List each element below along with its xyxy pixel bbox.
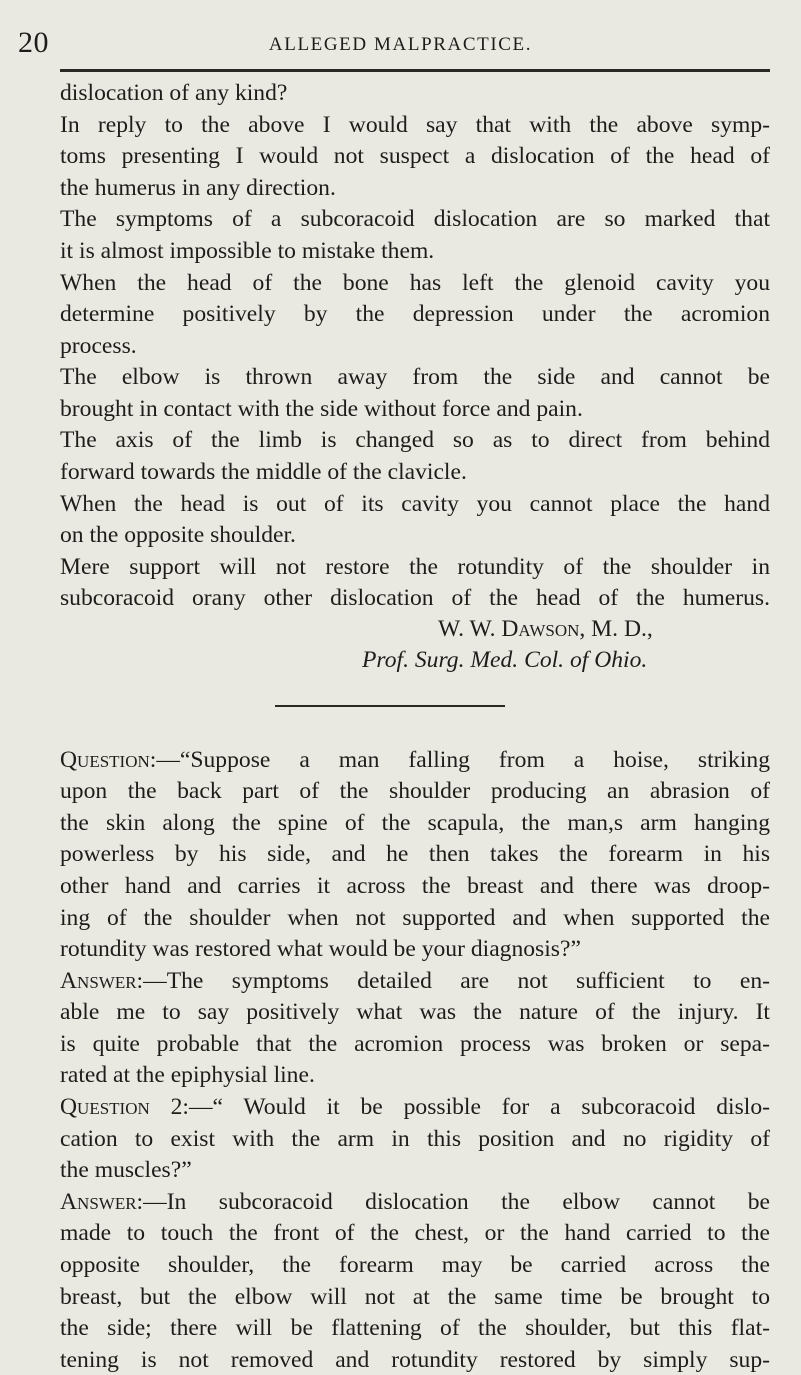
text-line: determine positively by the depression under the acromion [60,301,770,327]
text-line: The symptoms of a subcoracoid dislocation are so marked that [60,206,770,232]
text-line: ing of the shoulder when not supported and when supported the [60,905,770,931]
text-line: dislocation of any kind? [60,80,288,106]
page-number: 20 [18,26,49,59]
question-label: Question [60,747,150,773]
question-2-first-line: Question 2:—“ Would it be possible for a subcoracoid dislo- [60,1094,770,1120]
text-line: it is almost impossible to mistake them. [60,238,435,264]
text-line: Mere support will not restore the rotundity of the shoulder in [60,554,770,580]
answer-label: Answer [60,968,137,994]
answer-label: Answer [60,1189,137,1215]
text-line: opposite shoulder, the forearm may be carried across the [60,1252,770,1278]
text-line: rated at the epiphysial line. [60,1062,315,1088]
text-line: cation to exist with the arm in this position and no rigidity of [60,1126,770,1152]
text-line: the skin along the spine of the scapula, the man,s arm hanging [60,810,770,836]
text-line: on the opposite shoulder. [60,522,296,548]
text-line: The elbow is thrown away from the side and cannot be [60,364,770,390]
text-line: powerless by his side, and he then takes the forearm in his [60,841,770,867]
text-line: the muscles?” [60,1157,192,1183]
text-line: the humerus in any direction. [60,175,336,201]
text-line: able me to say positively what was the nature of the injury. It [60,999,770,1025]
signature-name: W. W. Dawson, M. D., [438,616,653,642]
text-line: In reply to the above I would say that with the above symp- [60,112,770,138]
text-line: breast, but the elbow will not at the same time be brought to [60,1284,770,1310]
text-line: the side; there will be flattening of the shoulder, but this flat- [60,1315,770,1341]
text-line: subcoracoid orany other dislocation of the head of the humerus. [60,585,770,611]
running-head: ALLEGED MALPRACTICE. [268,34,533,55]
text-line: When the head of the bone has left the glenoid cavity you [60,270,770,296]
question-1-first-line: Question:—“Suppose a man falling from a hoise, striking [60,747,770,773]
text-line: forward towards the middle of the clavicle. [60,459,467,485]
text-line: toms presenting I would not suspect a dislocation of the head of [60,143,770,169]
header-rule [60,69,770,72]
question-label: Question [60,1094,150,1120]
text-line: upon the back part of the shoulder producing an abrasion of [60,778,770,804]
text-line: process. [60,333,137,359]
answer-2-first-line: Answer:—In subcoracoid dislocation the elbow cannot be [60,1189,770,1215]
signature-title: Prof. Surg. Med. Col. of Ohio. [362,647,648,673]
text-line: tening is not removed and rotundity restored by simply sup- [60,1347,770,1373]
text-line: The axis of the limb is changed so as to direct from behind [60,427,770,453]
text-line: When the head is out of its cavity you cannot place the hand [60,491,770,517]
answer-1-first-line: Answer:—The symptoms detailed are not sufficient to en- [60,968,770,994]
text-line: rotundity was restored what would be your diagnosis?” [60,936,581,962]
text-line: made to touch the front of the chest, or the hand carried to the [60,1220,770,1246]
section-divider [275,705,505,707]
text-line: brought in contact with the side without force and pain. [60,396,583,422]
text-line: is quite probable that the acromion process was broken or sepa- [60,1031,770,1057]
text-line: other hand and carries it across the breast and there was droop- [60,873,770,899]
